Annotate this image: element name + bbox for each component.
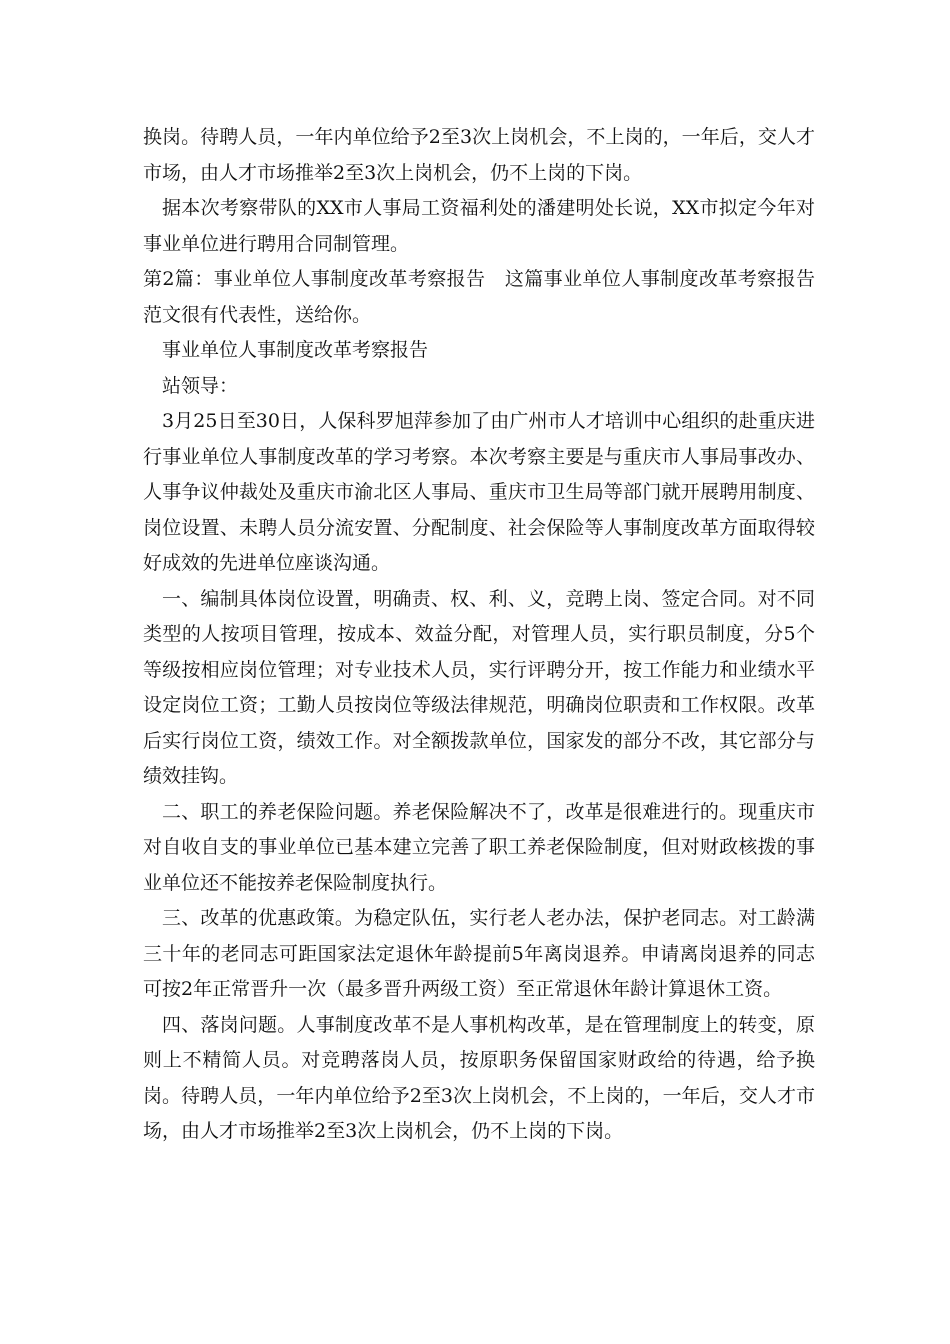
- paragraph-section-3: 三、改革的优惠政策。为稳定队伍，实行老人老办法，保护老同志。对工龄满三十年的老同志可距国家法定退休年龄提前5年离岗退养。申请离岗退养的同志可按2年正常晋升一次（最多晋升两级工资）至正常退休年龄计算退休工资。: [143, 907, 815, 1000]
- salutation: 站领导：: [162, 374, 239, 397]
- document-body: [143, 120, 815, 1150]
- paragraph-section-1: 一、编制具体岗位设置，明确责、权、利、义，竞聘上岗、签定合同。对不同类型的人按项目管理，按成本、效益分配，对管理人员，实行职员制度，分5个等级按相应岗位管理；对专业技术人员，实行评聘分开，按工作能力和业绩水平设定岗位工资；工勤人员按岗位等级法律规范，明确岗位职责和工作权限。改革后实行岗位工资，绩效工作。对全额拨款单位，国家发的部分不改，其它部分与绩效挂钩。: [143, 587, 815, 787]
- paragraph-continuation: 换岗。待聘人员，一年内单位给予2至3次上岗机会，不上岗的，一年后，交人才市场，由人才市场推举2至3次上岗机会，仍不上岗的下岗。: [143, 126, 815, 184]
- paragraph-section-2: 二、职工的养老保险问题。养老保险解决不了，改革是很难进行的。现重庆市对自收自支的事业单位已基本建立完善了职工养老保险制度，但对财政核拨的事业单位还不能按养老保险制度执行。: [143, 800, 815, 894]
- paragraph-investigation-note: 据本次考察带队的XX市人事局工资福利处的潘建明处长说，XX市拟定今年对事业单位进行聘用合同制管理。: [143, 197, 815, 255]
- report-title: 事业单位人事制度改革考察报告: [162, 339, 429, 361]
- paragraph-overview: 3月25日至30日，人保科罗旭萍参加了由广州市人才培训中心组织的赴重庆进行事业单位人事制度改革的学习考察。本次考察主要是与重庆市人事局事改办、人事争议仲裁处及重庆市渝北区人事局、重庆市卫生局等部门就开展聘用制度、岗位设置、未聘人员分流安置、分配制度、社会保险等人事制度改革方面取得较好成效的先进单位座谈沟通。: [143, 410, 815, 574]
- paragraph-article-2-intro: 第2篇：事业单位人事制度改革考察报告 这篇事业单位人事制度改革考察报告范文很有代表性，送给你。: [143, 268, 815, 326]
- paragraph-section-4: 四、落岗问题。人事制度改革不是人事机构改革，是在管理制度上的转变，原则上不精简人员。对竞聘落岗人员，按原职务保留国家财政给的待遇，给予换岗。待聘人员，一年内单位给予2至3次上岗机会，不上岗的，一年后，交人才市场，由人才市场推举2至3次上岗机会，仍不上岗的下岗。: [143, 1013, 815, 1142]
